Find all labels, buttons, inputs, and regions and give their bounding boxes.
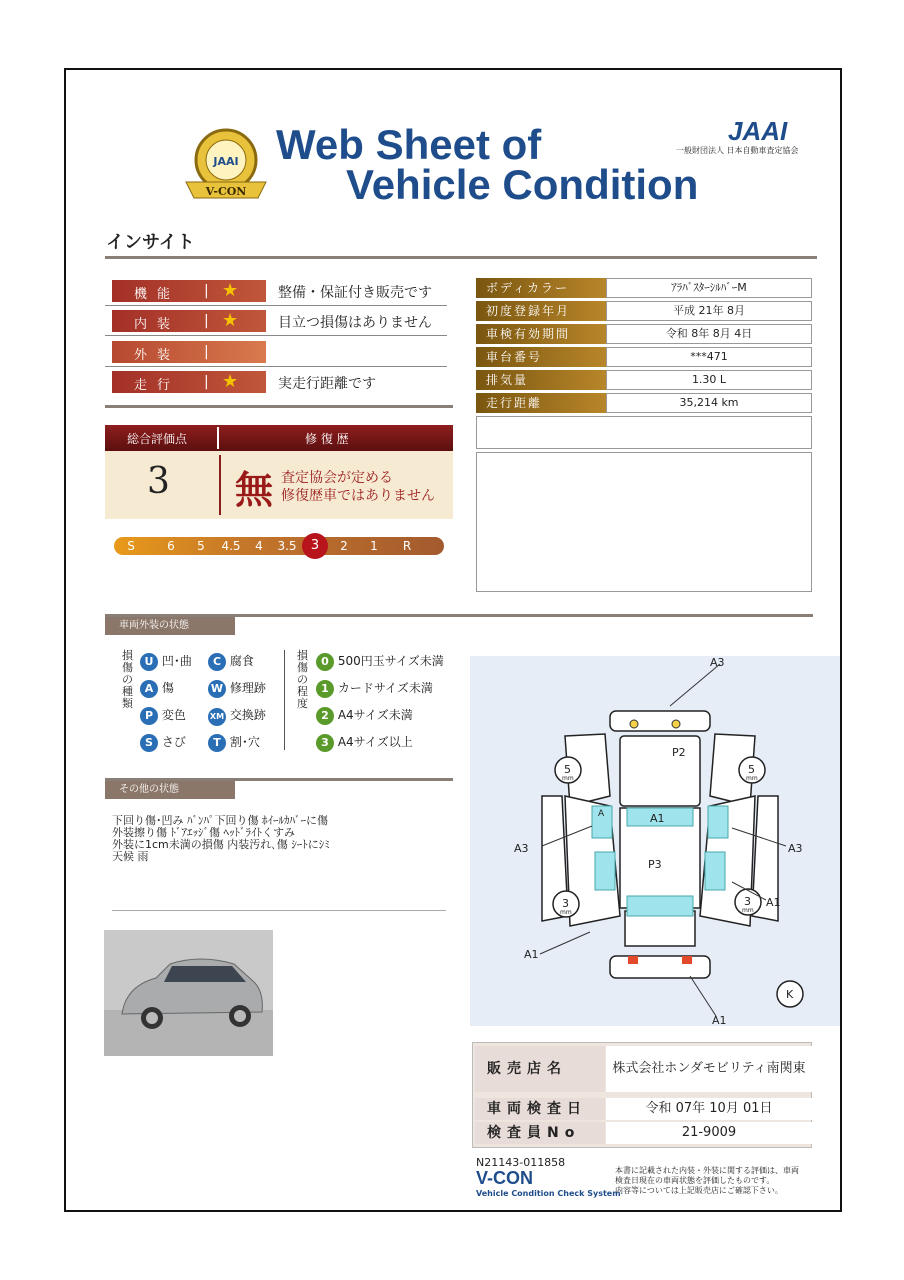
tire-rear-left: 3: [562, 897, 569, 910]
badge-u: U: [140, 653, 158, 671]
spec-label: 排気量: [476, 370, 606, 390]
inspector-label: 検査員No: [475, 1122, 605, 1144]
label-p2: P2: [672, 746, 686, 759]
label-a1-bottom: A1: [712, 1014, 727, 1026]
divider: [219, 455, 221, 515]
notes-box: [476, 452, 812, 592]
divider: [105, 305, 447, 306]
legend-text: 腐食: [229, 654, 254, 668]
repair-text-2: 修復歴車ではありません: [281, 488, 435, 504]
rating-text: 実走行距離です: [278, 376, 376, 392]
rating-exterior: 外装 |: [112, 341, 266, 363]
spec-label: 車検有効期間: [476, 324, 606, 344]
seal-jaai-text: JAAI: [213, 155, 239, 168]
divider: [105, 256, 817, 259]
grade-item: 3.5: [277, 539, 297, 553]
shop-label: 販売店名: [475, 1046, 605, 1092]
footer-note: [615, 1166, 799, 1196]
other-section-title: その他の状態: [105, 781, 235, 799]
label-a1-right: A1: [766, 896, 781, 909]
jaai-subtitle: 一般財団法人 日本自動車査定協会: [676, 146, 799, 155]
grade-selected: 3: [302, 533, 328, 559]
spec-value: 令和 8年 8月 4日: [606, 324, 812, 344]
legend-text: A4サイズ以上: [337, 735, 413, 749]
divider: [105, 405, 453, 408]
divider: [105, 366, 447, 367]
spec-label: 走行距離: [476, 393, 606, 413]
badge-3: 3: [316, 734, 334, 752]
score-body: [105, 451, 453, 519]
legend-text: さび: [161, 735, 186, 749]
spec-label: 車台番号: [476, 347, 606, 367]
inspector-value: 21-9009: [606, 1122, 812, 1144]
spec-value: 平成 21年 8月: [606, 301, 812, 321]
grade-item: 6: [167, 539, 175, 553]
legend-text: 修理跡: [229, 681, 266, 695]
legend-text: 凹･曲: [161, 654, 192, 668]
tire-unit: mm: [742, 907, 754, 914]
footer-note-line: 検査日現在の車両状態を評価したものです。: [615, 1176, 775, 1185]
vcon-logo: V-CON: [476, 1168, 534, 1188]
label-k: K: [786, 988, 794, 1001]
other-notes: [112, 815, 330, 863]
star-icon: ★: [222, 310, 239, 331]
legend-text: 交換跡: [229, 708, 266, 722]
repair-mark: 無: [235, 467, 274, 512]
vehicle-damage-diagram: [470, 656, 840, 1026]
score-head-left: 総合評価点: [127, 432, 188, 446]
spec-blank-box: [476, 416, 812, 449]
vcon-seal-logo: [176, 126, 276, 206]
rating-function: 機能 | ★: [112, 280, 266, 302]
grade-item: S: [127, 539, 135, 553]
grade-item: 2: [340, 539, 348, 553]
repair-text-1: 査定協会が定める: [281, 470, 393, 486]
footer-note-line: 内容等については上記販売店にご確認下さい。: [615, 1186, 783, 1195]
label-a1-center: A1: [650, 812, 665, 825]
exterior-section-title: 車両外装の状態: [105, 617, 235, 635]
badge-p: P: [140, 707, 158, 725]
star-icon: ★: [222, 280, 239, 301]
score-head-right: 修 復 歴: [305, 432, 349, 446]
badge-1: 1: [316, 680, 334, 698]
tire-front-right: 5: [748, 763, 755, 776]
rating-label: 外装: [133, 348, 180, 363]
score-value: 3: [147, 461, 170, 502]
grade-item: 5: [197, 539, 205, 553]
label-p3: P3: [648, 858, 662, 871]
marker-a: A: [598, 809, 605, 819]
spec-value: ***471: [606, 347, 812, 367]
damage-degree-label: 損傷の程度: [297, 649, 308, 710]
legend-text: 500円玉サイズ未満: [337, 654, 444, 668]
tire-unit: mm: [746, 775, 758, 782]
badge-2: 2: [316, 707, 334, 725]
inspection-date-value: 令和 07年 10月 01日: [606, 1098, 812, 1120]
spec-label: ボディカラー: [476, 278, 606, 298]
badge-s: S: [140, 734, 158, 752]
grade-item: 4: [255, 539, 263, 553]
rating-text: 整備・保証付き販売です: [278, 285, 432, 301]
car-name: インサイト: [106, 232, 195, 253]
rating-label: 内装: [133, 317, 180, 332]
divider: [112, 910, 446, 911]
legend-text: 傷: [161, 681, 174, 695]
tire-rear-right: 3: [744, 895, 751, 908]
badge-t: T: [208, 734, 226, 752]
other-line: 天候 雨: [112, 850, 149, 863]
car-photo: [104, 930, 273, 1056]
divider: [284, 650, 285, 750]
footer-note-line: 本書に記載された内装・外装に関する評価は、車両: [615, 1166, 799, 1175]
other-line: 下回り傷･凹み ﾊﾞﾝﾊﾟ下回り傷 ﾎｲｰﾙｶﾊﾞｰに傷: [112, 814, 328, 827]
document-number: N21143-011858: [476, 1156, 566, 1169]
spec-label: 初度登録年月: [476, 301, 606, 321]
grade-item: 4.5: [221, 539, 241, 553]
rating-text: 目立つ損傷はありません: [278, 315, 432, 331]
star-icon: ★: [222, 371, 239, 392]
divider: [217, 427, 219, 449]
badge-a: A: [140, 680, 158, 698]
badge-0: 0: [316, 653, 334, 671]
jaai-logo: JAAI: [728, 116, 788, 146]
tire-unit: mm: [562, 775, 574, 782]
divider: [105, 335, 447, 336]
spec-value: ｱﾗﾊﾞｽﾀｰｼﾙﾊﾞｰM: [606, 278, 812, 298]
label-a3-top: A3: [710, 656, 725, 669]
vcon-subtitle: Vehicle Condition Check System: [476, 1189, 621, 1198]
label-a3-right: A3: [788, 842, 803, 855]
seal-vcon-text: V-CON: [205, 185, 247, 198]
rating-mileage: 走行 | ★: [112, 371, 266, 393]
legend-text: 割･穴: [229, 735, 260, 749]
title-line1: Web Sheet of: [276, 121, 542, 168]
label-a3-left: A3: [514, 842, 529, 855]
badge-xm: XM: [208, 708, 226, 726]
spec-value: 35,214 km: [606, 393, 812, 413]
tire-unit: mm: [560, 909, 572, 916]
score-header: [105, 425, 453, 451]
badge-c: C: [208, 653, 226, 671]
other-line: 外装擦り傷 ﾄﾞｱｴｯｼﾞ傷 ﾍｯﾄﾞﾗｲﾄくすみ: [112, 826, 295, 839]
other-line: 外装に1cm未満の損傷 内装汚れ､傷 ｼｰﾄにｼﾐ: [112, 838, 330, 851]
rating-label: 走行: [133, 378, 180, 393]
badge-w: W: [208, 680, 226, 698]
grade-item: R: [402, 539, 412, 553]
rating-interior: 内装 | ★: [112, 310, 266, 332]
damage-type-label: 損傷の種類: [122, 649, 133, 710]
label-a1-left: A1: [524, 948, 539, 961]
legend-text: A4サイズ未満: [337, 708, 413, 722]
spec-value: 1.30 L: [606, 370, 812, 390]
legend-text: カードサイズ未満: [337, 681, 433, 695]
grade-item: 1: [370, 539, 378, 553]
rating-label: 機能: [133, 287, 180, 302]
shop-value: 株式会社ホンダモビリティ南関東: [606, 1046, 812, 1092]
tire-front-left: 5: [564, 763, 571, 776]
inspection-date-label: 車両検査日: [475, 1098, 605, 1120]
title-line2: Vehicle Condition: [346, 161, 699, 208]
legend-text: 変色: [161, 708, 186, 722]
